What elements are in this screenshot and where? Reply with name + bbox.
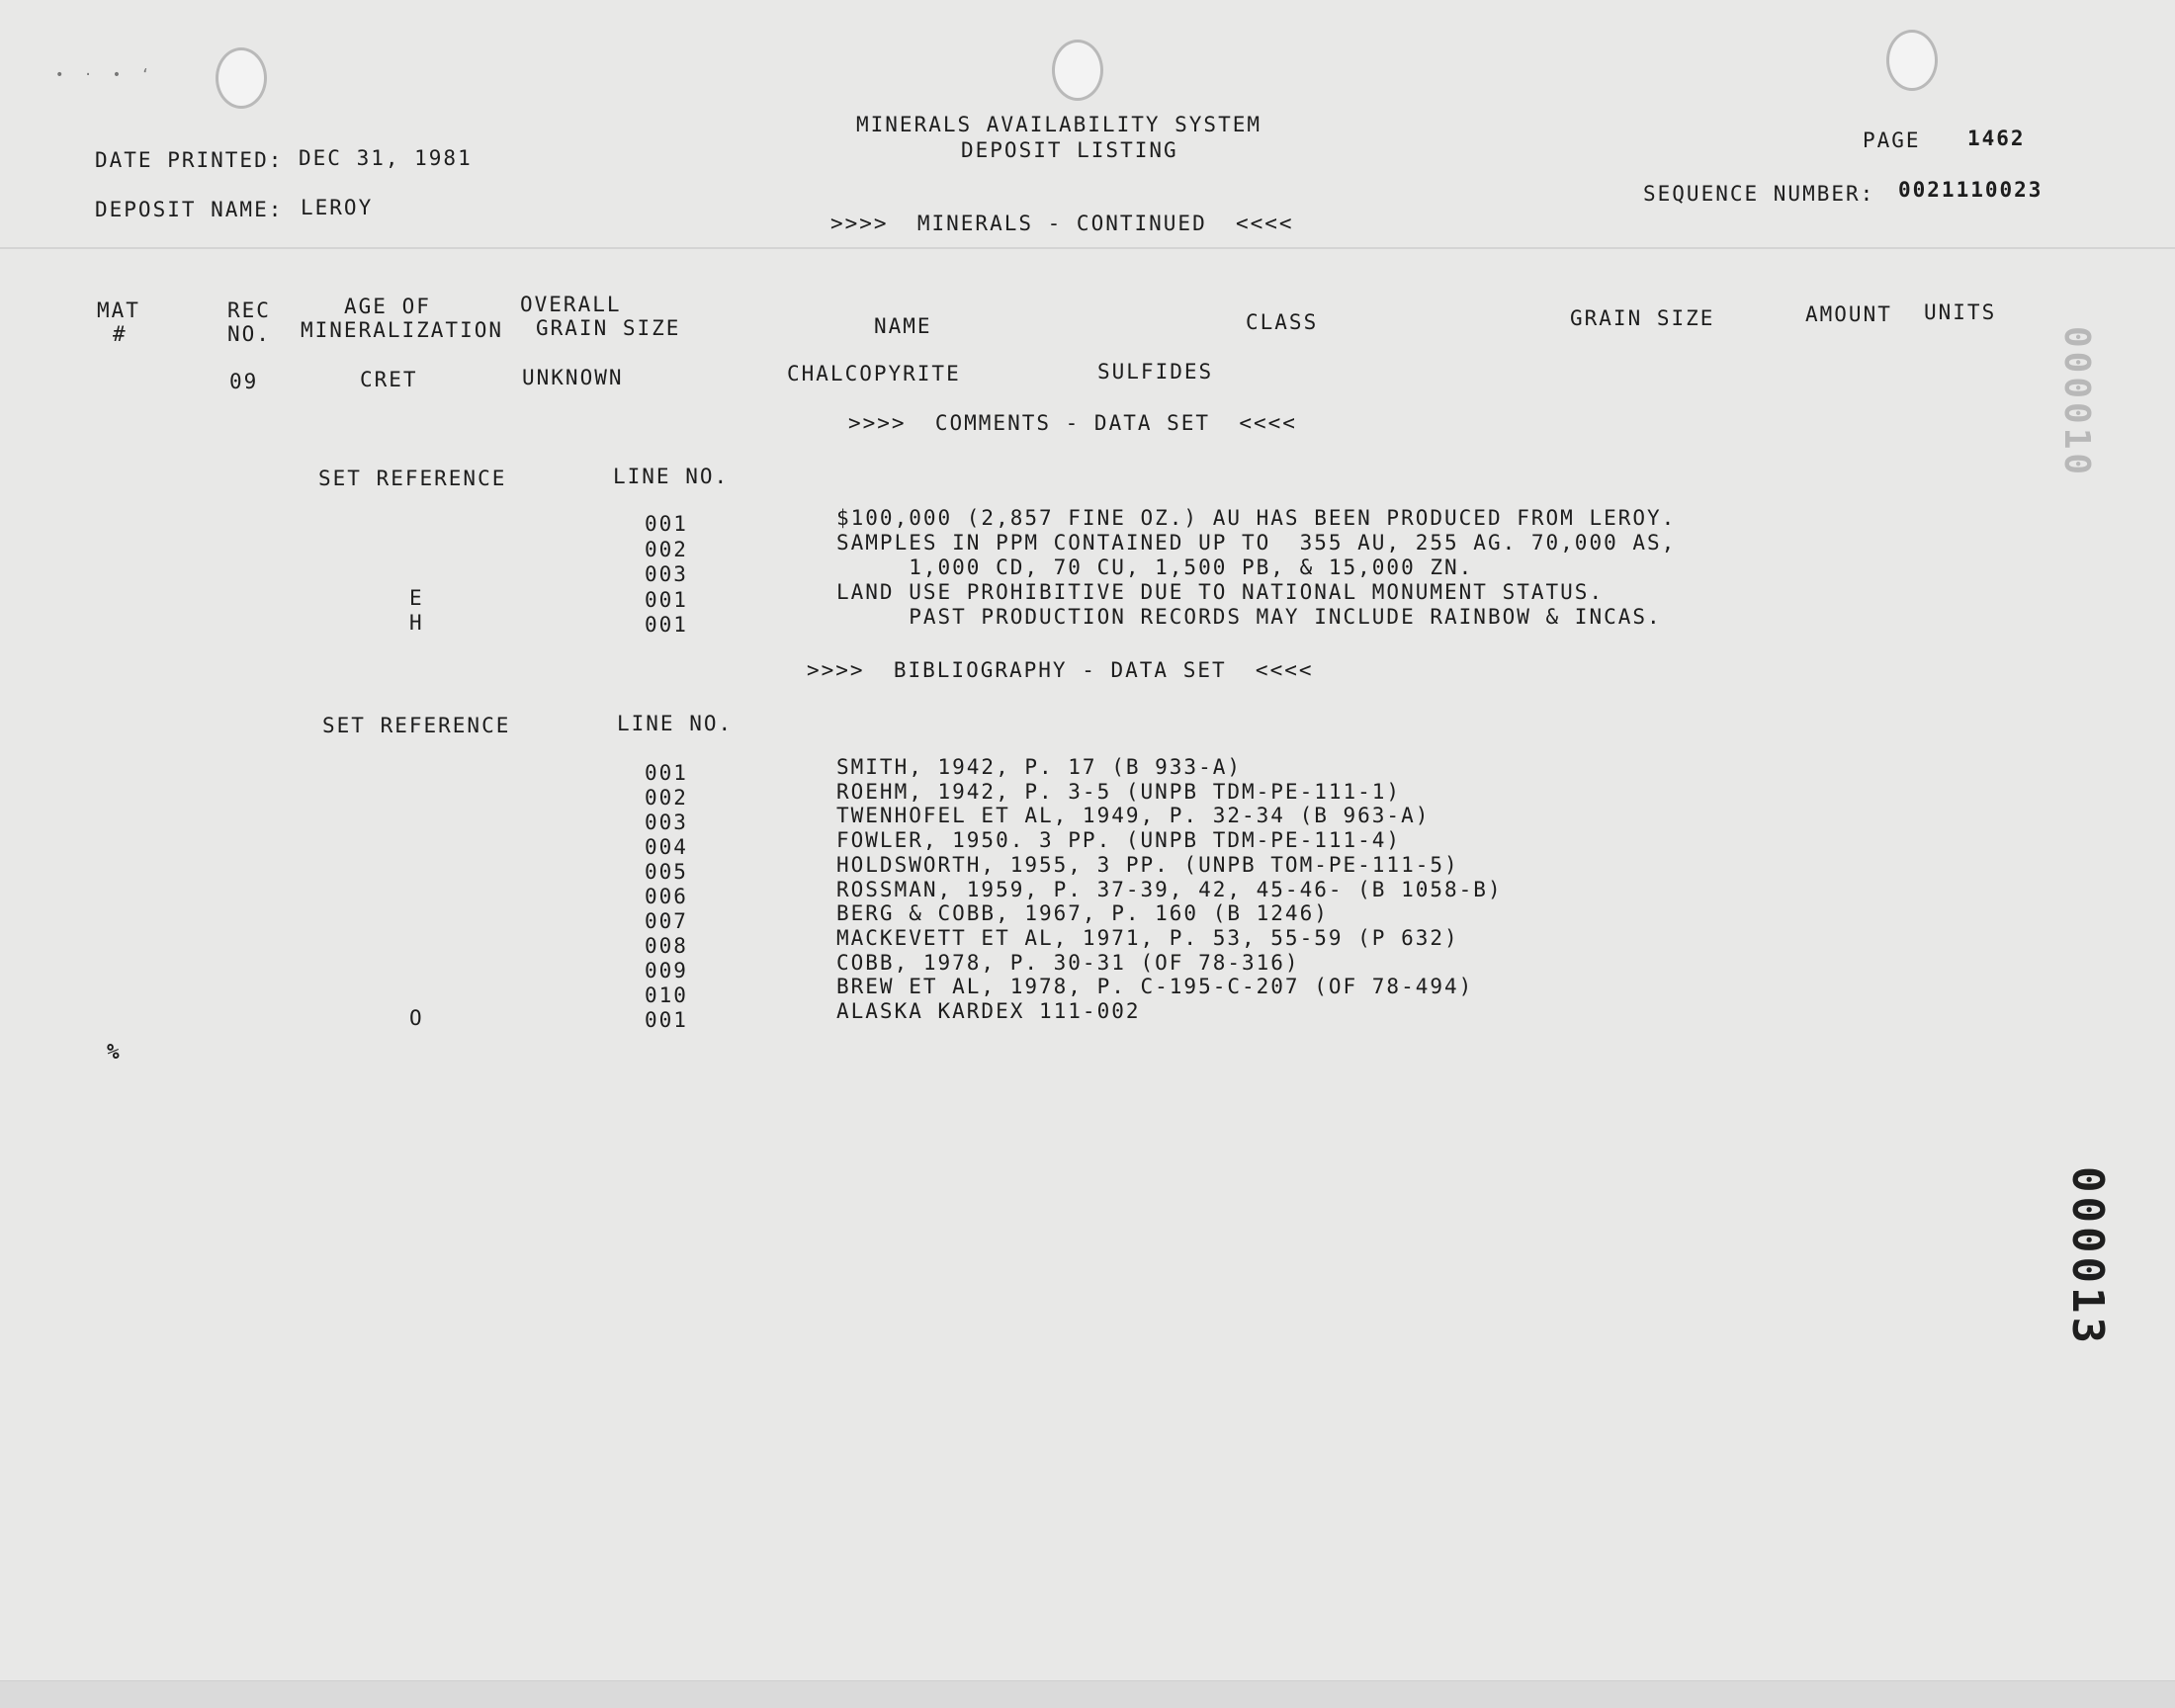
comment-text: LAND USE PROHIBITIVE DUE TO NATIONAL MONUMENT STATUS. xyxy=(836,579,1605,604)
col-rec: REC xyxy=(227,299,271,322)
bibliography-col-set-reference: SET REFERENCE xyxy=(322,714,511,737)
col-mat: MAT xyxy=(97,299,140,322)
page-fold xyxy=(0,1680,2175,1708)
bibliography-text: BREW ET AL, 1978, P. C-195-C-207 (OF 78-494) xyxy=(836,975,1474,999)
bibliography-line-no: 005 xyxy=(645,860,688,884)
col-rec-no: NO. xyxy=(227,322,271,346)
comment-line-no: 003 xyxy=(645,562,688,586)
sequence-label: SEQUENCE NUMBER: xyxy=(1643,182,1875,206)
scan-specks: • · • ‘ xyxy=(55,67,156,83)
date-printed-value: DEC 31, 1981 xyxy=(299,146,473,170)
col-class: CLASS xyxy=(1246,310,1319,334)
side-stamp-number: 000013 xyxy=(2062,1166,2113,1347)
system-title: MINERALS AVAILABILITY SYSTEM xyxy=(856,113,1262,136)
bibliography-text: COBB, 1978, P. 30-31 (OF 78-316) xyxy=(836,950,1300,975)
bibliography-text: ROEHM, 1942, P. 3-5 (UNPB TDM-PE-111-1) xyxy=(836,779,1402,804)
comment-line-no: 001 xyxy=(645,587,688,612)
bibliography-text: ALASKA KARDEX 111-002 xyxy=(836,999,1141,1023)
comment-text: $100,000 (2,857 FINE OZ.) AU HAS BEEN PRODUCED FROM LEROY. xyxy=(836,506,1677,530)
bibliography-line-no: 010 xyxy=(645,983,688,1007)
bibliography-line-no: 008 xyxy=(645,934,688,958)
mineral-class: SULFIDES xyxy=(1097,360,1214,384)
mineral-name: CHALCOPYRITE xyxy=(787,362,961,385)
header-divider xyxy=(0,247,2175,249)
bibliography-set-reference: O xyxy=(409,1006,424,1030)
bibliography-col-line-no: LINE NO. xyxy=(617,712,734,735)
comment-set-reference: E xyxy=(409,585,424,610)
punch-hole-left xyxy=(216,47,267,109)
section-comments-title: >>>> COMMENTS - DATA SET <<<< xyxy=(848,411,1297,435)
comment-text: 1,000 CD, 70 CU, 1,500 PB, & 15,000 ZN. xyxy=(836,555,1474,579)
section-bibliography-title: >>>> BIBLIOGRAPHY - DATA SET <<<< xyxy=(807,658,1314,682)
col-overall: OVERALL xyxy=(520,293,622,316)
col-name: NAME xyxy=(874,314,932,338)
bibliography-text: SMITH, 1942, P. 17 (B 933-A) xyxy=(836,755,1243,779)
side-stamp-faint: 000010 xyxy=(2056,326,2097,479)
comment-text: SAMPLES IN PPM CONTAINED UP TO 355 AU, 255 AG. 70,000 AS, xyxy=(836,530,1677,555)
punch-hole-center xyxy=(1052,40,1103,101)
section-minerals-title: >>>> MINERALS - CONTINUED <<<< xyxy=(830,212,1294,235)
mineral-grain: UNKNOWN xyxy=(522,366,624,389)
bibliography-text: TWENHOFEL ET AL, 1949, P. 32-34 (B 963-A) xyxy=(836,804,1431,828)
comment-line-no: 001 xyxy=(645,512,688,536)
mineral-rec: 09 xyxy=(229,370,259,393)
page-number: 1462 xyxy=(1967,127,2026,150)
punch-hole-right xyxy=(1886,30,1938,91)
mineral-age: CRET xyxy=(360,368,418,391)
bibliography-text: ROSSMAN, 1959, P. 37-39, 42, 45-46- (B 1058-B) xyxy=(836,877,1503,901)
bibliography-line-no: 006 xyxy=(645,885,688,908)
col-units: UNITS xyxy=(1924,300,1997,324)
col-grain-size: GRAIN SIZE xyxy=(1570,306,1715,330)
bibliography-line-no: 009 xyxy=(645,959,688,982)
bibliography-line-no: 001 xyxy=(645,1008,688,1032)
comments-col-set-reference: SET REFERENCE xyxy=(318,467,507,490)
listing-title: DEPOSIT LISTING xyxy=(961,138,1178,162)
comment-set-reference: H xyxy=(409,611,424,635)
date-printed-label: DATE PRINTED: xyxy=(95,148,284,172)
deposit-name-value: LEROY xyxy=(301,196,374,219)
deposit-name-label: DEPOSIT NAME: xyxy=(95,198,284,221)
comments-col-line-no: LINE NO. xyxy=(613,465,730,488)
col-mat-hash: # xyxy=(113,322,128,346)
footer-percent-mark: % xyxy=(107,1040,122,1064)
page-label: PAGE xyxy=(1863,128,1921,152)
bibliography-line-no: 007 xyxy=(645,909,688,933)
col-amount: AMOUNT xyxy=(1805,302,1892,326)
bibliography-line-no: 004 xyxy=(645,835,688,859)
comment-line-no: 002 xyxy=(645,537,688,561)
bibliography-line-no: 001 xyxy=(645,761,688,785)
col-overall-grain-size: GRAIN SIZE xyxy=(536,316,681,340)
col-age-of: AGE OF xyxy=(344,295,431,318)
bibliography-text: HOLDSWORTH, 1955, 3 PP. (UNPB TOM-PE-111-5) xyxy=(836,852,1459,877)
bibliography-line-no: 002 xyxy=(645,786,688,810)
col-mineralization: MINERALIZATION xyxy=(301,318,504,342)
sequence-number: 0021110023 xyxy=(1898,178,2044,202)
bibliography-line-no: 003 xyxy=(645,811,688,834)
bibliography-text: BERG & COBB, 1967, P. 160 (B 1246) xyxy=(836,901,1329,926)
comment-text: PAST PRODUCTION RECORDS MAY INCLUDE RAINBOW & INCAS. xyxy=(836,604,1662,629)
bibliography-text: MACKEVETT ET AL, 1971, P. 53, 55-59 (P 632) xyxy=(836,925,1459,950)
bibliography-text: FOWLER, 1950. 3 PP. (UNPB TDM-PE-111-4) xyxy=(836,828,1402,853)
comment-line-no: 001 xyxy=(645,613,688,637)
